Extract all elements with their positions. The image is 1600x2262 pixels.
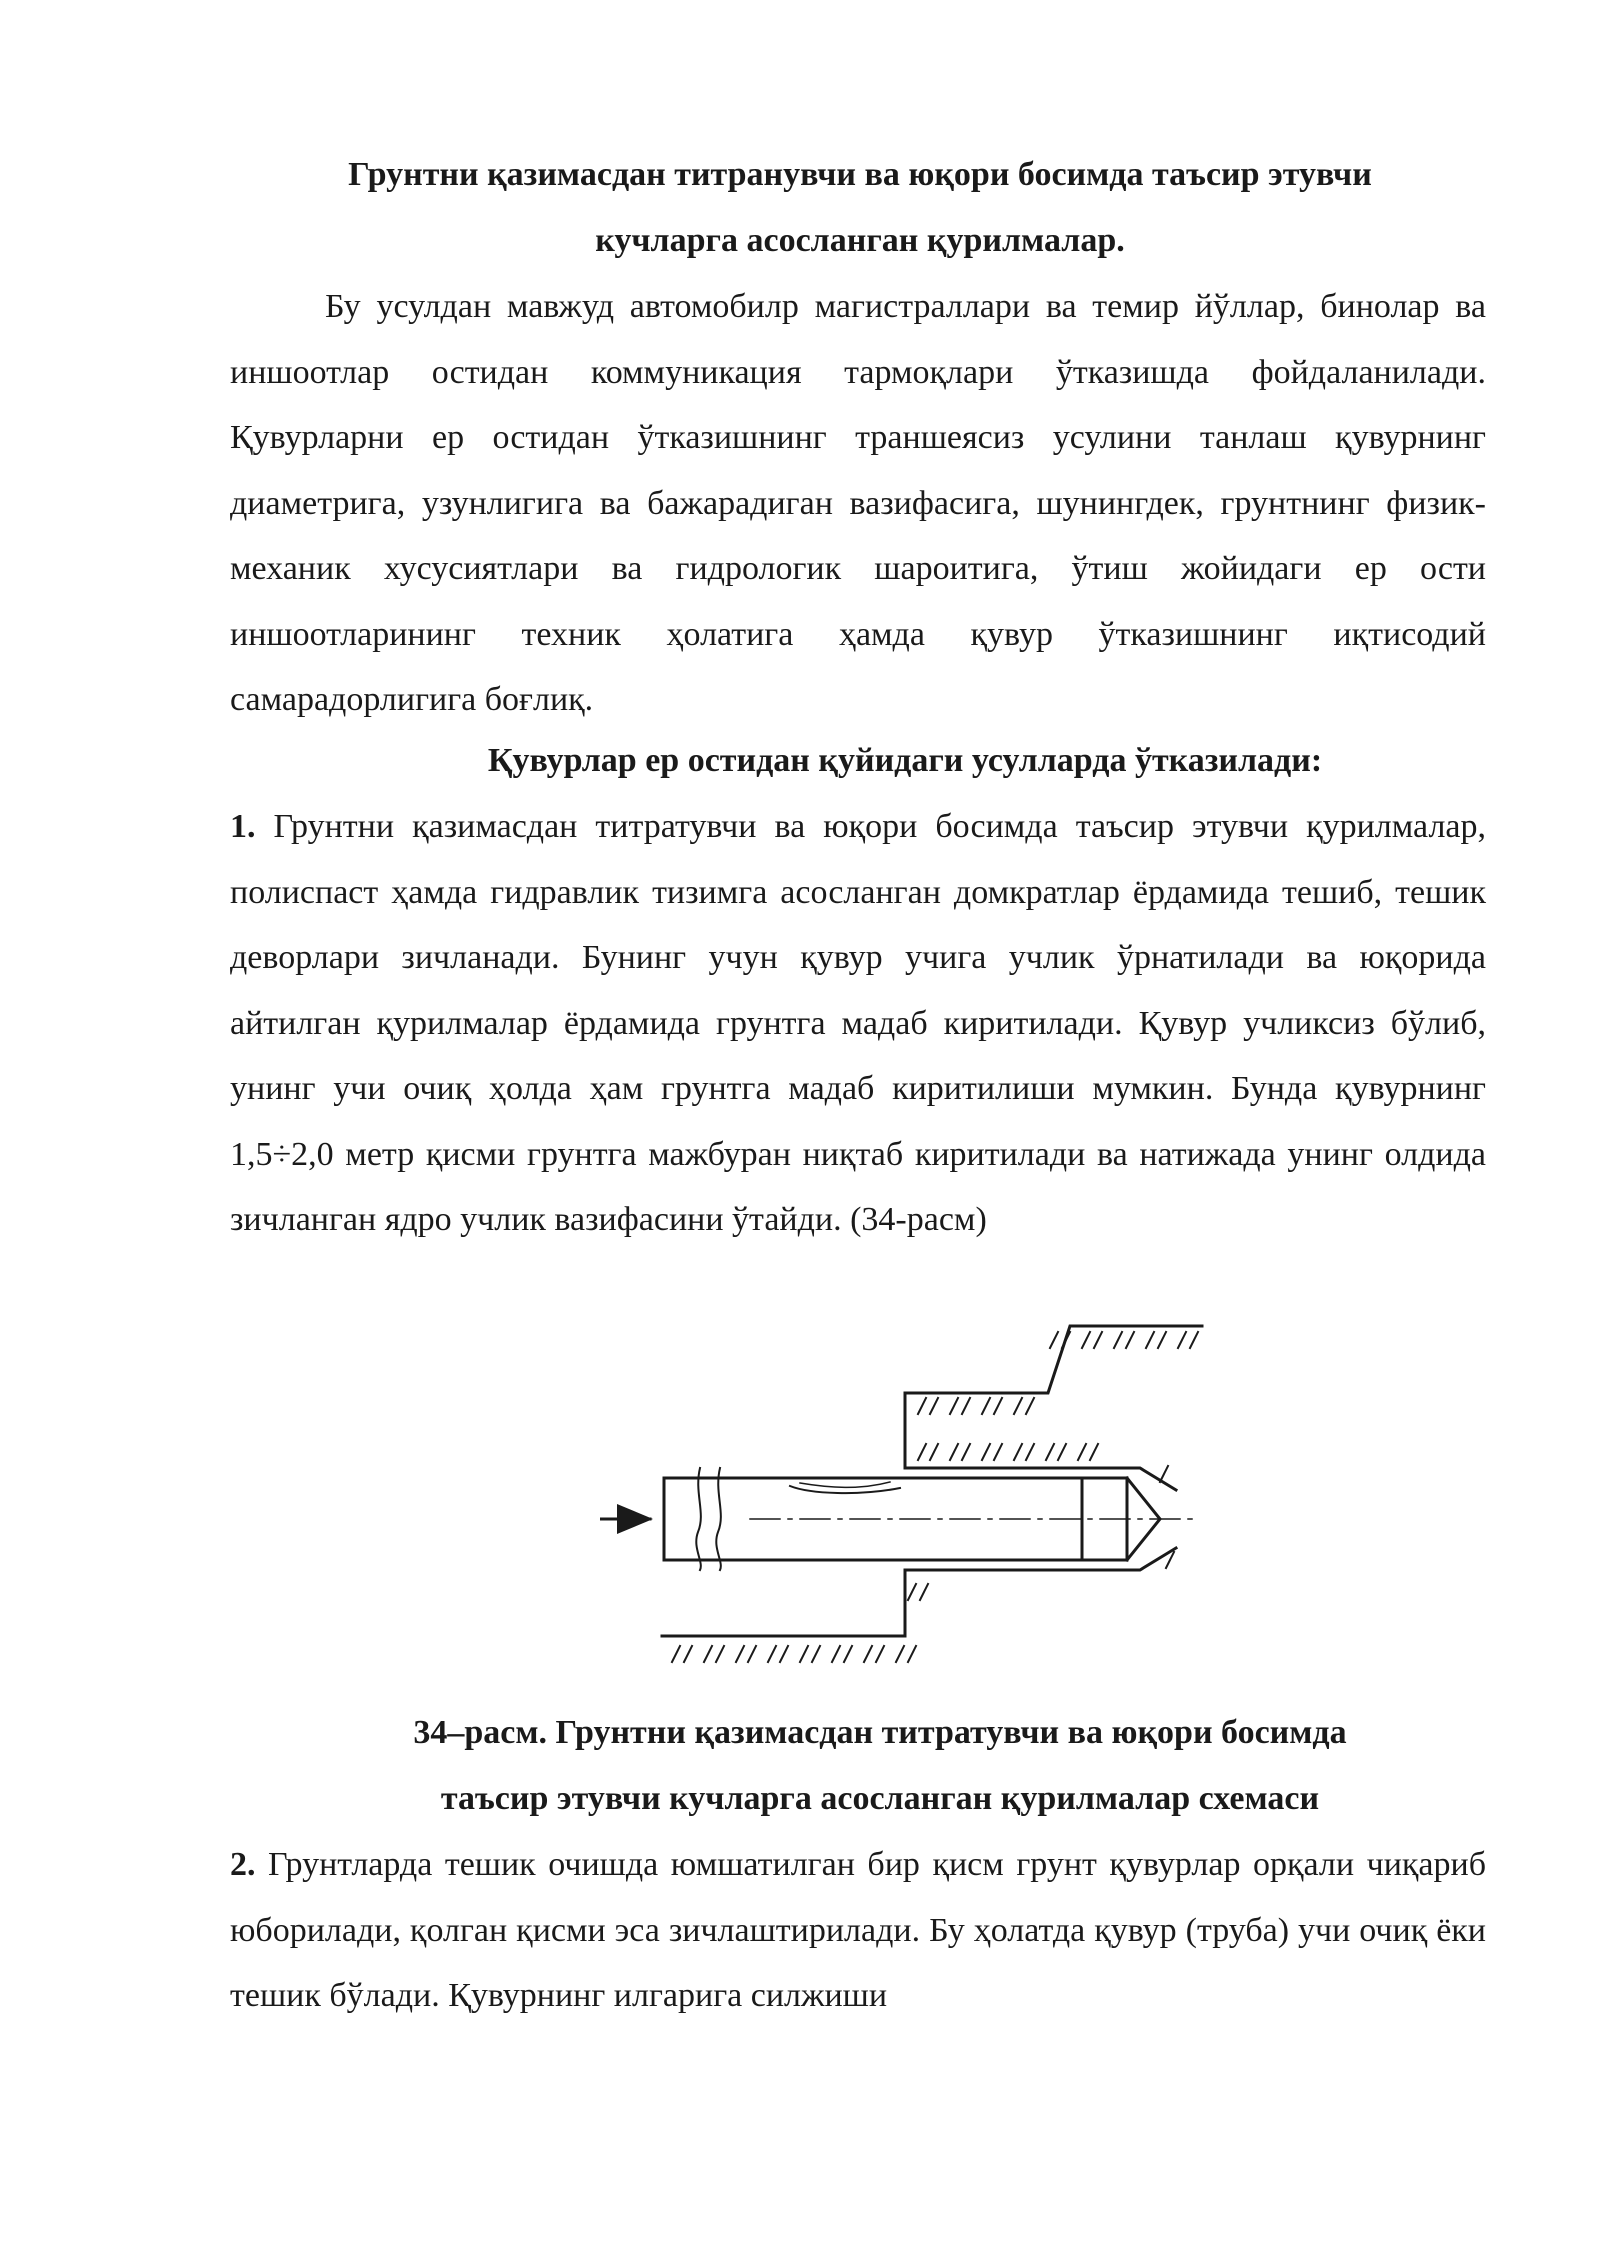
- list-item-2-text: Грунтларда тешик очишда юмшатилган бир қисм грунт қувурлар орқали чиқариб юборилади, қолган қисми эса зичлаштирилади. Бу ҳолатда қувур (труба) учи очиқ ёки тешик бўлади. Қувурнинг илгарига силжиши: [230, 1846, 1486, 2014]
- figure-caption: [330, 1700, 1430, 1832]
- list-item-1: [230, 794, 1486, 1253]
- list-item-1-number: 1.: [230, 808, 256, 845]
- document-title: [230, 142, 1490, 274]
- figure-34-schematic: [600, 1318, 1220, 1678]
- title-line-1: Грунтни қазимасдан титранувчи ва юқори босимда таъсир этувчи: [348, 156, 1372, 193]
- intro-paragraph: Бу усулдан мавжуд автомобилр магистраллари ва темир йўллар, бинолар ва иншоотлар остидан коммуникация тармоқлари ўтказишда фойдаланилади. Қувурларни ер остидан ўтказишнинг траншеясиз усулини танлаш қувурнинг диаметрига, узунлигига ва бажарадиган вазифасига, шунингдек, грунтнинг физик-механик хусусиятлари ва гидрологик шароитига, ўтиш жойидаги ер ости иншоотларининг техник ҳолатига ҳамда қувур ўтказишнинг иқтисодий самарадорлигига боғлиқ.: [230, 288, 1486, 718]
- list-item-2: [230, 1832, 1486, 2029]
- list-item-2-number: 2.: [230, 1846, 256, 1883]
- list-item-1-text: Грунтни қазимасдан титратувчи ва юқори босимда таъсир этувчи қурилмалар, полиспаст ҳамда гидравлик тизимга асосланган домкратлар ёрдамида тешиб, тешик деворлари зичланади. Бунинг учун қувур учига учлик ўрнатилади ва юқорида айтилган қурилмалар ёрдамида грунтга мадаб киритилади. Қувур учликсиз бўлиб, унинг учи очиқ ҳолда ҳам грунтга мадаб киритилиши мумкин. Бунда қувурнинг 1,5÷2,0 метр қисми грунтга мажбуран ниқтаб киритилади ва натижада унинг олдида зичланган ядро учлик вазифасини ўтайди. (34-расм): [230, 808, 1486, 1238]
- pipe-break-line: [696, 1468, 701, 1570]
- ground-hatching: [672, 1332, 1198, 1662]
- figure-caption-line-1: 34–расм. Грунтни қазимасдан титратувчи ва юқори босимда: [413, 1714, 1347, 1751]
- title-line-2: кучларга асосланган қурилмалар.: [595, 222, 1125, 259]
- figure-caption-line-2: таъсир этувчи кучларга асосланган қурилмалар схемаси: [440, 1780, 1320, 1817]
- methods-subheading: Қувурлар ер остидан қуйидаги усулларда ўтказилади:: [487, 742, 1323, 779]
